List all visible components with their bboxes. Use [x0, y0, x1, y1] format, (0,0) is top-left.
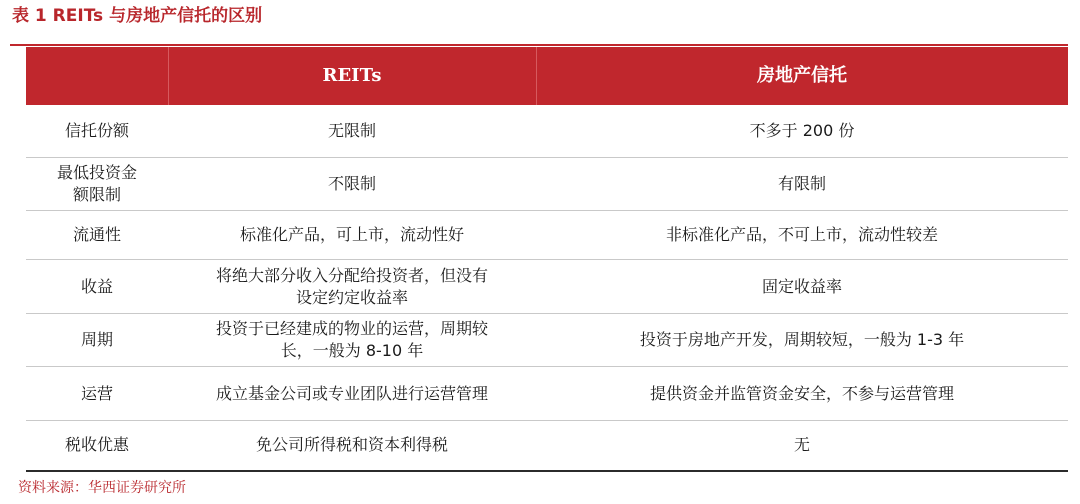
table-row: [26, 421, 1068, 469]
reits-cell: 免公司所得税和资本利得税: [255, 435, 448, 454]
row-label: 信托份额: [64, 121, 129, 140]
row-label: 收益: [80, 276, 113, 296]
reits-cell: 不限制: [327, 174, 376, 193]
table-row: [26, 314, 1068, 367]
row-label: 流通性: [72, 225, 121, 244]
reits-cell: 将绝大部分收入分配给投资者，但没有设定约定收益率: [215, 265, 488, 307]
trust-cell: 不多于 200 份: [749, 121, 855, 140]
table-row: [26, 105, 1068, 158]
row-label: 周期: [80, 330, 113, 349]
trust-cell: 投资于房地产开发，周期较短，一般为 1-3 年: [639, 330, 965, 349]
table-caption: 表 1 REITs 与房地产信托的区别: [12, 6, 263, 26]
trust-cell: 有限制: [777, 174, 826, 193]
table-row: [26, 260, 1068, 314]
trust-cell: 无: [793, 435, 810, 454]
reits-cell: 标准化产品，可上市，流动性好: [239, 225, 464, 244]
row-label: 最低投资金额限制: [57, 163, 138, 204]
reits-cell: 成立基金公司或专业团队进行运营管理: [215, 383, 488, 403]
source-note: 资料来源：华西证券研究所: [18, 480, 186, 496]
trust-cell: 非标准化产品，不可上市，流动性较差: [665, 225, 938, 244]
top-rule: [10, 44, 1068, 46]
table-row: [26, 211, 1068, 260]
reits-cell: 无限制: [327, 121, 376, 140]
reits-cell: 投资于已经建成的物业的运营，周期较长，一般为 8-10 年: [215, 319, 488, 360]
header-cell-trust: 房地产信托: [757, 65, 847, 86]
trust-cell: 固定收益率: [761, 276, 842, 296]
header-cell-reits: REITs: [322, 65, 382, 86]
bottom-rule: [26, 470, 1068, 472]
table-row: [26, 367, 1068, 421]
table-header: [26, 47, 1068, 105]
row-label: 税收优惠: [64, 435, 129, 454]
trust-cell: 提供资金并监管资金安全，不参与运营管理: [649, 383, 954, 403]
row-label: 运营: [80, 383, 113, 403]
table-row: [26, 158, 1068, 211]
header-cell-label: [26, 47, 168, 105]
